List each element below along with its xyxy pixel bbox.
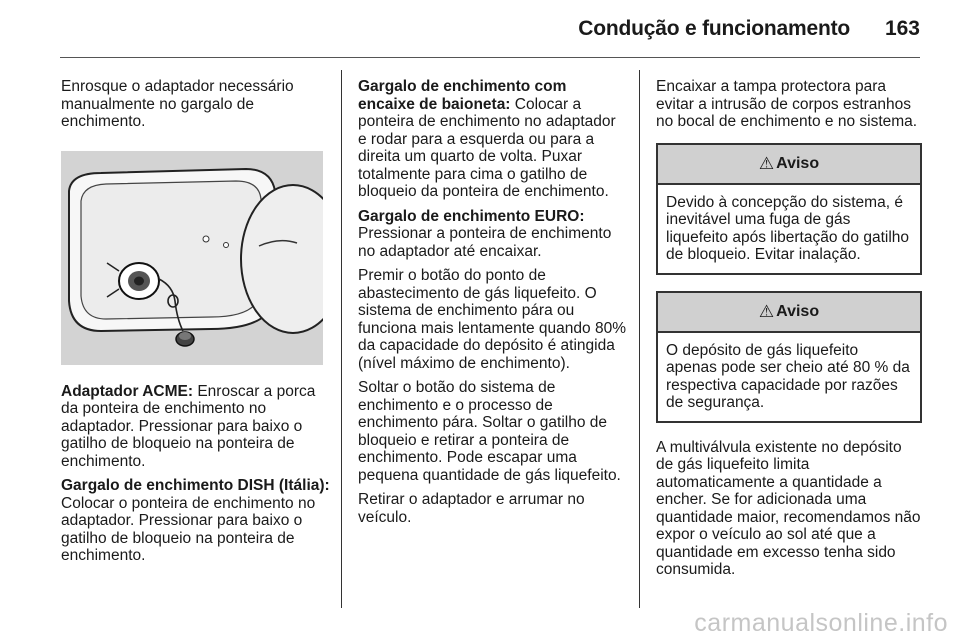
multivalve-paragraph: A multiválvula existente no depósito de gás liquefeito limita automaticamente a quantidade a encher. Se for adicionada uma quantidade maior, recomendamos não expor o veículo ao sol até que a quantidade em excesso tenha sido consumida. [656, 438, 921, 578]
page-header [0, 0, 960, 60]
bayonet-label: Gargalo de enchimento com encaixe de baioneta: [358, 78, 567, 113]
warning-triangle-icon: ⚠ [758, 153, 775, 173]
page-title: Condução e funcionamento [578, 17, 850, 40]
warning-title: Aviso [776, 154, 820, 172]
remove-adapter-paragraph: Retirar o adaptador e arrumar no veículo. [358, 491, 585, 526]
bayonet-paragraph [358, 78, 626, 201]
warning-body: O depósito de gás liquefeito apenas pode ser cheio até 80 % da respectiva capacidade por razões de segurança. [666, 341, 910, 411]
warning-header [658, 293, 920, 333]
header-rule [60, 57, 920, 58]
warning-header [658, 145, 920, 185]
dish-paragraph [61, 477, 331, 565]
lpg-filler-illustration [61, 151, 323, 365]
column-divider [639, 70, 640, 608]
warning-title: Aviso [776, 302, 820, 320]
protective-cap-paragraph: Encaixar a tampa protectora para evitar a intrusão de corpos estranhos no bocal de enchimento e no sistema. [656, 78, 918, 130]
euro-paragraph [358, 208, 626, 261]
release-button-paragraph: Soltar o botão do sistema de enchimento e o processo de enchimento pára. Soltar o gatilho de bloqueio e retirar a ponteira de enchimento. Pode escapar uma pequena quantidade de gás liquefeito. [358, 379, 621, 484]
filler-neck-drawing [61, 151, 323, 365]
column-divider [341, 70, 342, 608]
watermark: carmanualsonline.info [694, 609, 948, 637]
bayonet-text: Colocar a ponteira de enchimento no adaptador e rodar para a esquerda ou para a direita um quarto de volta. Puxar totalmente para cima o gatilho de bloqueio da ponteira de enchimento. [358, 95, 616, 200]
press-button-paragraph: Premir o botão do ponto de abastecimento de gás liquefeito. O sistema de enchimento pára ou funciona mais lentamente quando 80% da capacidade do depósito é atingida (nível máximo de enchimento). [358, 267, 626, 372]
acme-label: Adaptador ACME: [61, 382, 194, 400]
warning-body: Devido à concepção do sistema, é inevitável uma fuga de gás liquefeito após libertação do gatilho de bloqueio. Evitar inalação. [666, 193, 910, 263]
dish-text: Colocar o ponteira de enchimento no adaptador. Pressionar para baixo o gatilho de bloqueio na ponteira de enchimento. [61, 494, 316, 564]
column-right [656, 78, 922, 586]
warning-box [656, 143, 922, 275]
euro-label: Gargalo de enchimento EURO: [358, 207, 585, 225]
euro-text: Pressionar a ponteira de enchimento no adaptador até encaixar. [358, 225, 612, 260]
column-middle [358, 78, 626, 533]
acme-text: Enroscar a porca da ponteira de enchimento no adaptador. Pressionar para baixo o gatilho de bloqueio na ponteira de enchimento. [61, 382, 316, 470]
warning-box [656, 291, 922, 423]
intro-paragraph: Enrosque o adaptador necessário manualmente no gargalo de enchimento. [61, 78, 294, 130]
dish-label: Gargalo de enchimento DISH (Itália): [61, 477, 330, 494]
acme-paragraph [61, 383, 331, 471]
column-left [61, 78, 331, 572]
page-number: 163 [884, 17, 920, 40]
warning-triangle-icon: ⚠ [758, 301, 775, 321]
